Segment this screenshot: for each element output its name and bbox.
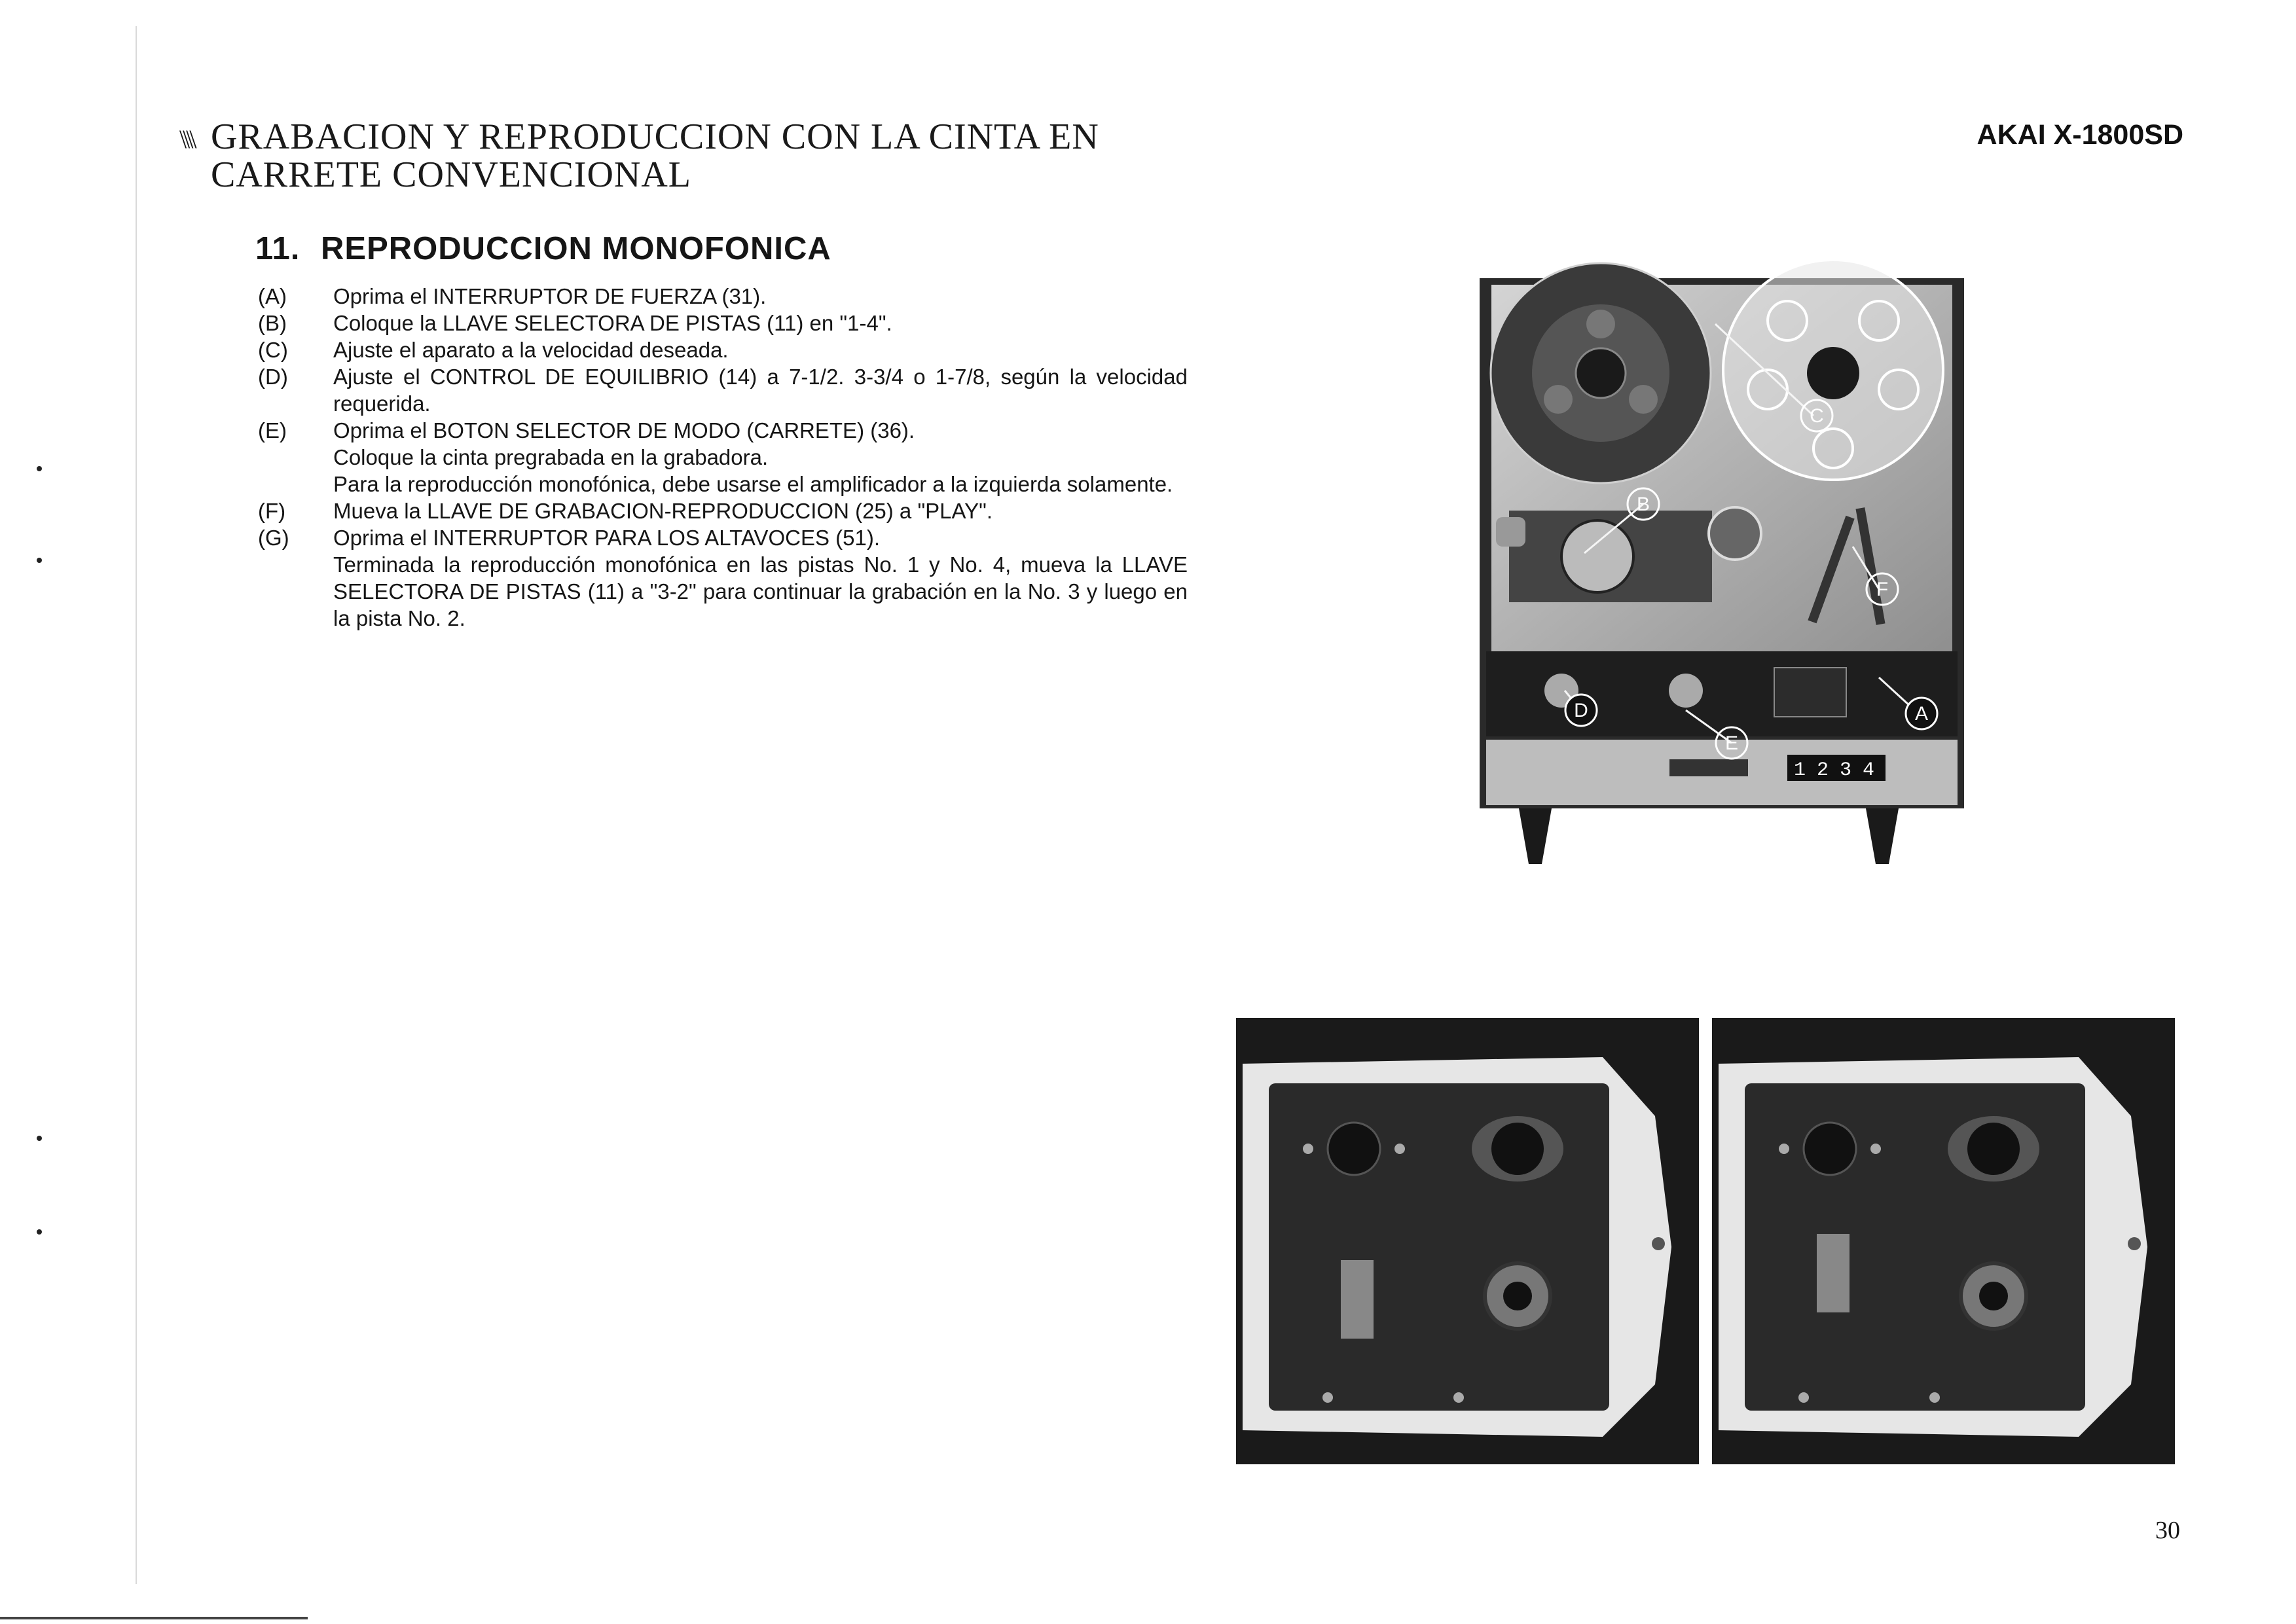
step-text: Mueva la LLAVE DE GRABACION-REPRODUCCION (25) a "PLAY". (333, 499, 993, 523)
step-note: Terminada la reproducción monofónica en las pistas No. 1 y No. 4, mueva la LLAVE SELECTORA DE PISTAS (11) a "3-2" para continuar la grabación en la No. 3 y luego en la pista No. 2. (333, 552, 1188, 630)
step-letter: (F) (258, 499, 286, 523)
step-text: Ajuste el aparato a la velocidad deseada. (333, 338, 729, 362)
callout-f-label: F (1876, 579, 1889, 600)
power-socket (1328, 1123, 1380, 1175)
panel-face (1269, 1083, 1609, 1411)
bottom-rule (0, 1617, 308, 1619)
subsection-heading (255, 230, 831, 267)
selector-slot (1669, 759, 1748, 776)
step-item (258, 310, 1188, 336)
step-item (258, 497, 1188, 524)
left-reel (1491, 263, 1711, 483)
callout-a-label: A (1914, 703, 1929, 725)
counter-digit: 1 (1794, 759, 1806, 782)
step-letter: (E) (258, 418, 287, 442)
panel-screw (1322, 1392, 1333, 1403)
callout-c-label: C (1810, 405, 1824, 427)
step-note: Coloque la cinta pregrabada en la grabadora. (333, 445, 769, 469)
tension-roller (1709, 507, 1761, 560)
step-item (258, 524, 1188, 551)
step-list (258, 283, 1188, 632)
section-title-line: GRABACION Y REPRODUCCION CON LA CINTA EN (211, 117, 1099, 157)
step-letter: (C) (258, 338, 288, 362)
panel-screw (1453, 1392, 1464, 1403)
scan-speck (37, 466, 42, 471)
counter-digit: 2 (1817, 759, 1829, 782)
counter-digit: 3 (1840, 759, 1852, 782)
step-text: Coloque la LLAVE SELECTORA DE PISTAS (11) en "1-4". (333, 311, 892, 335)
step-item (258, 336, 1188, 363)
panel-face (1745, 1083, 2085, 1411)
panel-screw (1779, 1144, 1789, 1154)
section-marker-icon: \\\\ (179, 124, 193, 154)
tape-counter (1787, 755, 1886, 782)
capstan-wheel (1561, 520, 1633, 592)
callout-b-label: B (1636, 494, 1650, 515)
panel-switch (1341, 1260, 1374, 1339)
model-label: AKAI X-1800SD (1977, 119, 2183, 151)
panel-screw (1303, 1144, 1313, 1154)
panel-screw (1929, 1392, 1940, 1403)
deck-leg (1519, 808, 1552, 864)
scan-speck (37, 558, 42, 563)
tape-deck-photo (1460, 259, 1984, 867)
section-title (179, 117, 1127, 195)
frame-screw (1652, 1237, 1665, 1250)
step-text: Oprima el INTERRUPTOR PARA LOS ALTAVOCES (51). (333, 526, 880, 550)
right-reel (1723, 260, 1943, 480)
panel-screw (1870, 1144, 1881, 1154)
connector-panel-photo (1236, 1018, 1699, 1464)
callout-e-label: E (1724, 732, 1739, 754)
headphone-jack-hole (1979, 1282, 2008, 1310)
page-number: 30 (2155, 1517, 2180, 1544)
counter-digit: 4 (1863, 759, 1875, 782)
subsection-title: REPRODUCCION MONOFONICA (321, 231, 831, 266)
connector-panel-photo (1712, 1018, 2175, 1464)
headphone-jack-hole (1503, 1282, 1532, 1310)
scan-speck (37, 1229, 42, 1235)
callout-d-label: D (1574, 700, 1588, 721)
scan-edge-line (136, 26, 137, 1584)
volume-knob (1669, 674, 1703, 708)
panel-screw (1394, 1144, 1405, 1154)
step-text: Oprima el INTERRUPTOR DE FUERZA (31). (333, 284, 767, 308)
step-note: Para la reproducción monofónica, debe usarse el amplificador a la izquierda solamente. (333, 472, 1173, 496)
din-connector-hole (1491, 1123, 1544, 1175)
step-letter: (G) (258, 526, 289, 550)
step-letter: (B) (258, 311, 287, 335)
power-socket (1804, 1123, 1856, 1175)
subsection-number: 11. (255, 231, 301, 266)
step-item (258, 363, 1188, 417)
step-item (258, 417, 1188, 444)
panel-screw (1798, 1392, 1809, 1403)
small-knob (1496, 517, 1525, 547)
step-letter: (D) (258, 365, 288, 389)
frame-screw (2128, 1237, 2141, 1250)
scan-speck (37, 1136, 42, 1141)
section-title-line: CARRETE CONVENCIONAL (211, 154, 691, 195)
din-connector-hole (1967, 1123, 2020, 1175)
deck-leg (1866, 808, 1899, 864)
step-text: Ajuste el CONTROL DE EQUILIBRIO (14) a 7-1/2. 3-3/4 o 1-7/8, según la velocidad requerida. (333, 365, 1188, 416)
step-text: Oprima el BOTON SELECTOR DE MODO (CARRETE) (36). (333, 418, 915, 442)
step-item (258, 283, 1188, 310)
step-letter: (A) (258, 284, 287, 308)
panel-switch (1817, 1234, 1850, 1312)
vu-meter (1774, 668, 1846, 717)
